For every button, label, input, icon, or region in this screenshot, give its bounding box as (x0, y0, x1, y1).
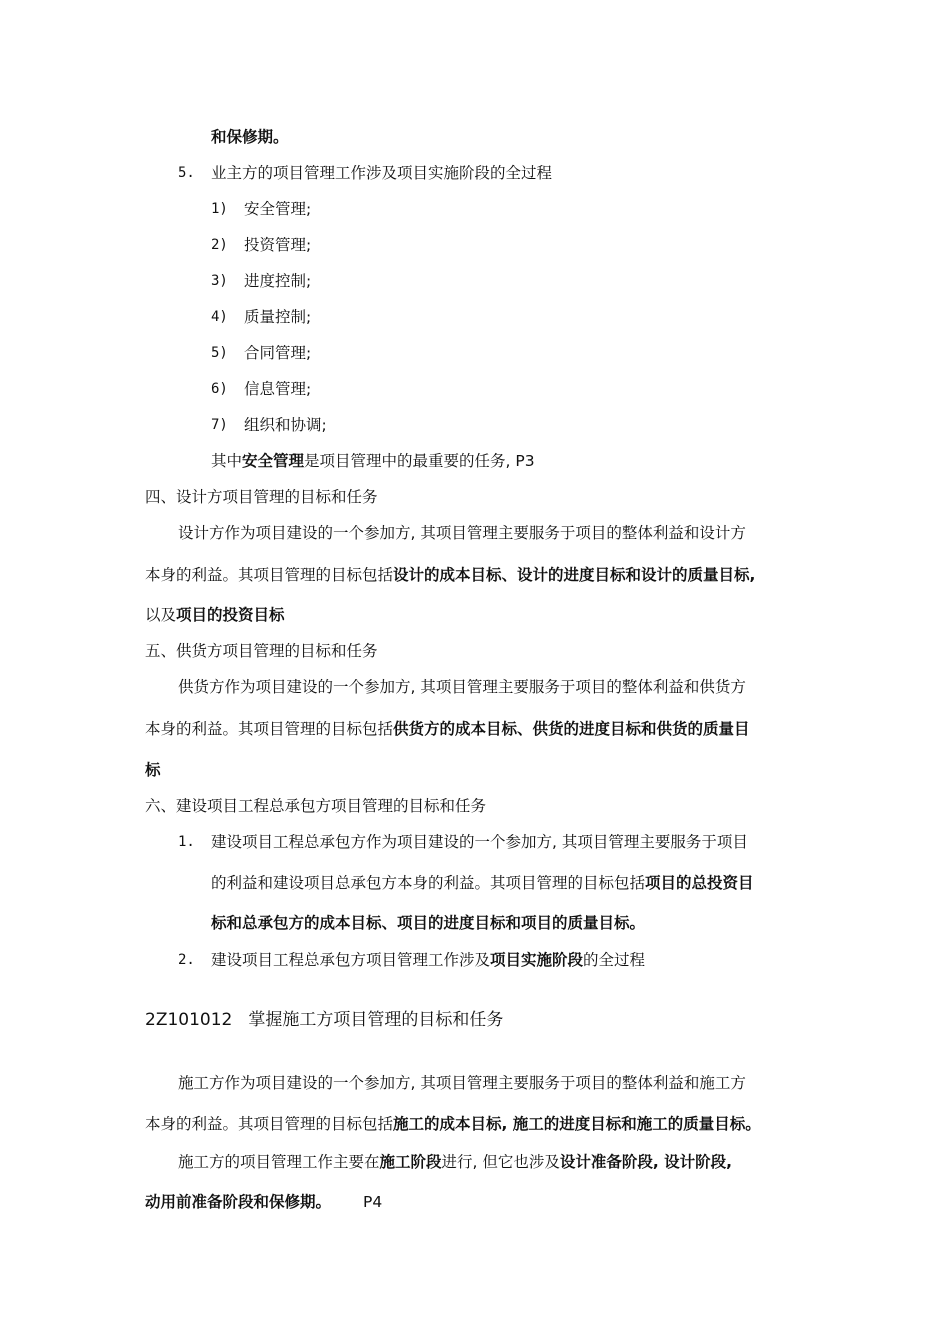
sub-list-item: 投资管理; (244, 236, 312, 254)
sub-list-item: 质量控制; (244, 308, 312, 326)
sub-list-item: 合同管理; (244, 344, 312, 362)
sub-list-item: 信息管理; (244, 380, 312, 398)
text-line: 其中安全管理是项目管理中的最重要的任务, P3 (211, 452, 535, 470)
paragraph-line: 施工方的项目管理工作主要在施工阶段进行, 但它也涉及设计准备阶段, 设计阶段, (178, 1153, 733, 1171)
paragraph-line: 设计方作为项目建设的一个参加方, 其项目管理主要服务于项目的整体利益和设计方 (178, 524, 746, 542)
list-number: 2. (178, 952, 195, 968)
sub-list-item: 进度控制; (244, 272, 312, 290)
sub-list-number: 3) (211, 273, 228, 289)
paragraph-line: 供货方作为项目建设的一个参加方, 其项目管理主要服务于项目的整体利益和供货方 (178, 678, 746, 696)
paragraph-line: 本身的利益。其项目管理的目标包括设计的成本目标、设计的进度目标和设计的质量目标, (145, 566, 756, 584)
text-line: 和保修期。 (211, 128, 289, 146)
paragraph-line: 施工方作为项目建设的一个参加方, 其项目管理主要服务于项目的整体利益和施工方 (178, 1074, 746, 1092)
sub-list-number: 2) (211, 237, 228, 253)
paragraph-line: 标 (145, 761, 161, 779)
paragraph-line: 本身的利益。其项目管理的目标包括供货方的成本目标、供货的进度目标和供货的质量目 (145, 720, 750, 738)
paragraph-line: 动用前准备阶段和保修期。 P4 (145, 1193, 383, 1211)
section-heading: 五、供货方项目管理的目标和任务 (145, 642, 378, 660)
list-number: 1. (178, 834, 195, 850)
section-heading: 四、设计方项目管理的目标和任务 (145, 488, 378, 506)
list-item: 的利益和建设项目总承包方本身的利益。其项目管理的目标包括项目的总投资目 (211, 874, 754, 892)
list-item: 业主方的项目管理工作涉及项目实施阶段的全过程 (211, 164, 553, 182)
sub-list-item: 组织和协调; (244, 416, 327, 434)
paragraph-line: 本身的利益。其项目管理的目标包括施工的成本目标, 施工的进度目标和施工的质量目标。 (145, 1115, 761, 1133)
sub-list-number: 7) (211, 417, 228, 433)
sub-list-number: 4) (211, 309, 228, 325)
list-item: 建设项目工程总承包方作为项目建设的一个参加方, 其项目管理主要服务于项目 (211, 833, 748, 851)
section-heading: 六、建设项目工程总承包方项目管理的目标和任务 (145, 797, 487, 815)
sub-list-number: 6) (211, 381, 228, 397)
sub-list-number: 5) (211, 345, 228, 361)
sub-list-number: 1) (211, 201, 228, 217)
list-item: 标和总承包方的成本目标、项目的进度目标和项目的质量目标。 (211, 914, 646, 932)
list-item: 建设项目工程总承包方项目管理工作涉及项目实施阶段的全过程 (211, 951, 646, 969)
chapter-heading: 2Z101012 掌握施工方项目管理的目标和任务 (145, 1010, 504, 1030)
list-number: 5. (178, 165, 195, 181)
sub-list-item: 安全管理; (244, 200, 312, 218)
paragraph-line: 以及项目的投资目标 (145, 606, 285, 624)
